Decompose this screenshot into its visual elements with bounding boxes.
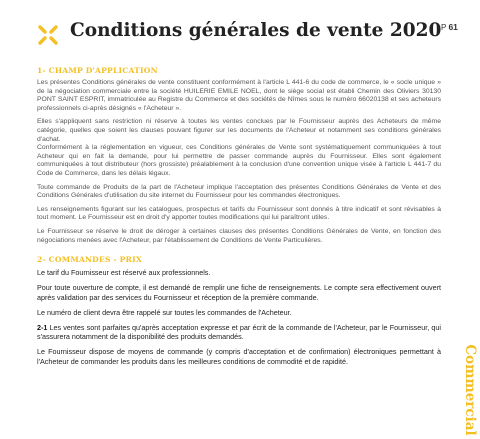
document-body: [37, 66, 441, 372]
paragraph: Pour toute ouverture de compte, il est demandé de remplir une fiche de renseignements. Le compte sera effectivement ouvert après validation par des services du Fournisseur et réception de la première commande.: [37, 283, 441, 302]
page-title: Conditions générales de vente 2020: [70, 20, 442, 41]
four-corner-marks-icon: [37, 24, 59, 46]
clause-number: 2-1: [37, 322, 48, 332]
paragraph: Le Fournisseur se réserve le droit de déroger à certaines clauses des présentes Conditions Générales de Vente, en fonction des négociations menées avec l'Acheteur, par l'établissement de Conditions de Vente Particulières.: [37, 227, 441, 244]
paragraph: Le tarif du Fournisseur est réservé aux professionnels.: [37, 268, 211, 278]
paragraph: Le Fournisseur dispose de moyens de commande (y compris d'acceptation et de confirmation) électroniques permettant à l'Acheteur de commander les produits dans les meilleures conditions de commodité et de rapidité.: [37, 347, 441, 366]
page-number: [441, 22, 458, 32]
paragraph: Les renseignements figurant sur les catalogues, prospectus et tarifs du Fournisseur sont donnés à titre indicatif et sont révisables à tout moment. Le Fournisseur est en droit d'y apporter toutes modifications qui lui paraîtront utiles.: [37, 205, 441, 222]
clause-text: Les ventes sont parfaites qu'après acceptation expresse et par écrit de la commande de l'Acheteur, par le Fournisseur, qui s'assurera notamment de la disponibilité des produits demandés.: [37, 322, 441, 342]
page-prefix: P: [441, 23, 447, 32]
paragraph: Elles s'appliquent sans restriction ni réserve à toutes les ventes conclues par le Fournisseur auprès des Acheteurs de même catégorie, quelles que soient les clauses pouvant figurer sur les documents de l'Acheteur et notamment ses conditions générales d'achat.: [37, 118, 441, 143]
section-heading-champ-application: 1- CHAMP D'APPLICATION: [37, 66, 158, 75]
page-header: [37, 20, 457, 50]
section-heading-commandes-prix: 2- COMMANDES - PRIX: [37, 255, 142, 265]
paragraph: Conformément à la réglementation en vigueur, ces Conditions générales de Vente sont systématiquement communiquées à tout Acheteur qui en fait la demande, pour lui permettre de passer commande auprès du Fournisseur. Elles sont également communiquées à tout distributeur (hors grossiste) préalablement à la conclusion d'une convention unique visée à l'article L 441-7 du Code de Commerce, dans les délais légaux.: [37, 144, 441, 177]
paragraph: Les présentes Conditions générales de vente constituent conformément à l'article L 441-6 du code de commerce, le « socle unique » de la négociation commerciale entre la société HUILERIE EMILE NOEL, dont le siège social est établi Chemin des Oliviers 30130 PONT SAINT ESPRIT, immatriculée au Registre du Commerce et des sociétés de Nîmes sous le numéro 66020138 et ses acheteurs professionnels ci-après désignés « l'Acheteur ».: [37, 79, 441, 112]
paragraph: Toute commande de Produits de la part de l'Acheteur implique l'acceptation des présentes Conditions Générales de Vente et des Conditions Générales d'utilisation du site internet du Fournisseur pour les commandes électroniques.: [37, 183, 441, 200]
side-section-label: Commercial: [462, 344, 478, 436]
page-number-value: 61: [448, 22, 458, 32]
paragraph: Le numéro de client devra être rappelé sur toutes les commandes de l'Acheteur.: [37, 307, 292, 317]
paragraph: [37, 323, 441, 341]
